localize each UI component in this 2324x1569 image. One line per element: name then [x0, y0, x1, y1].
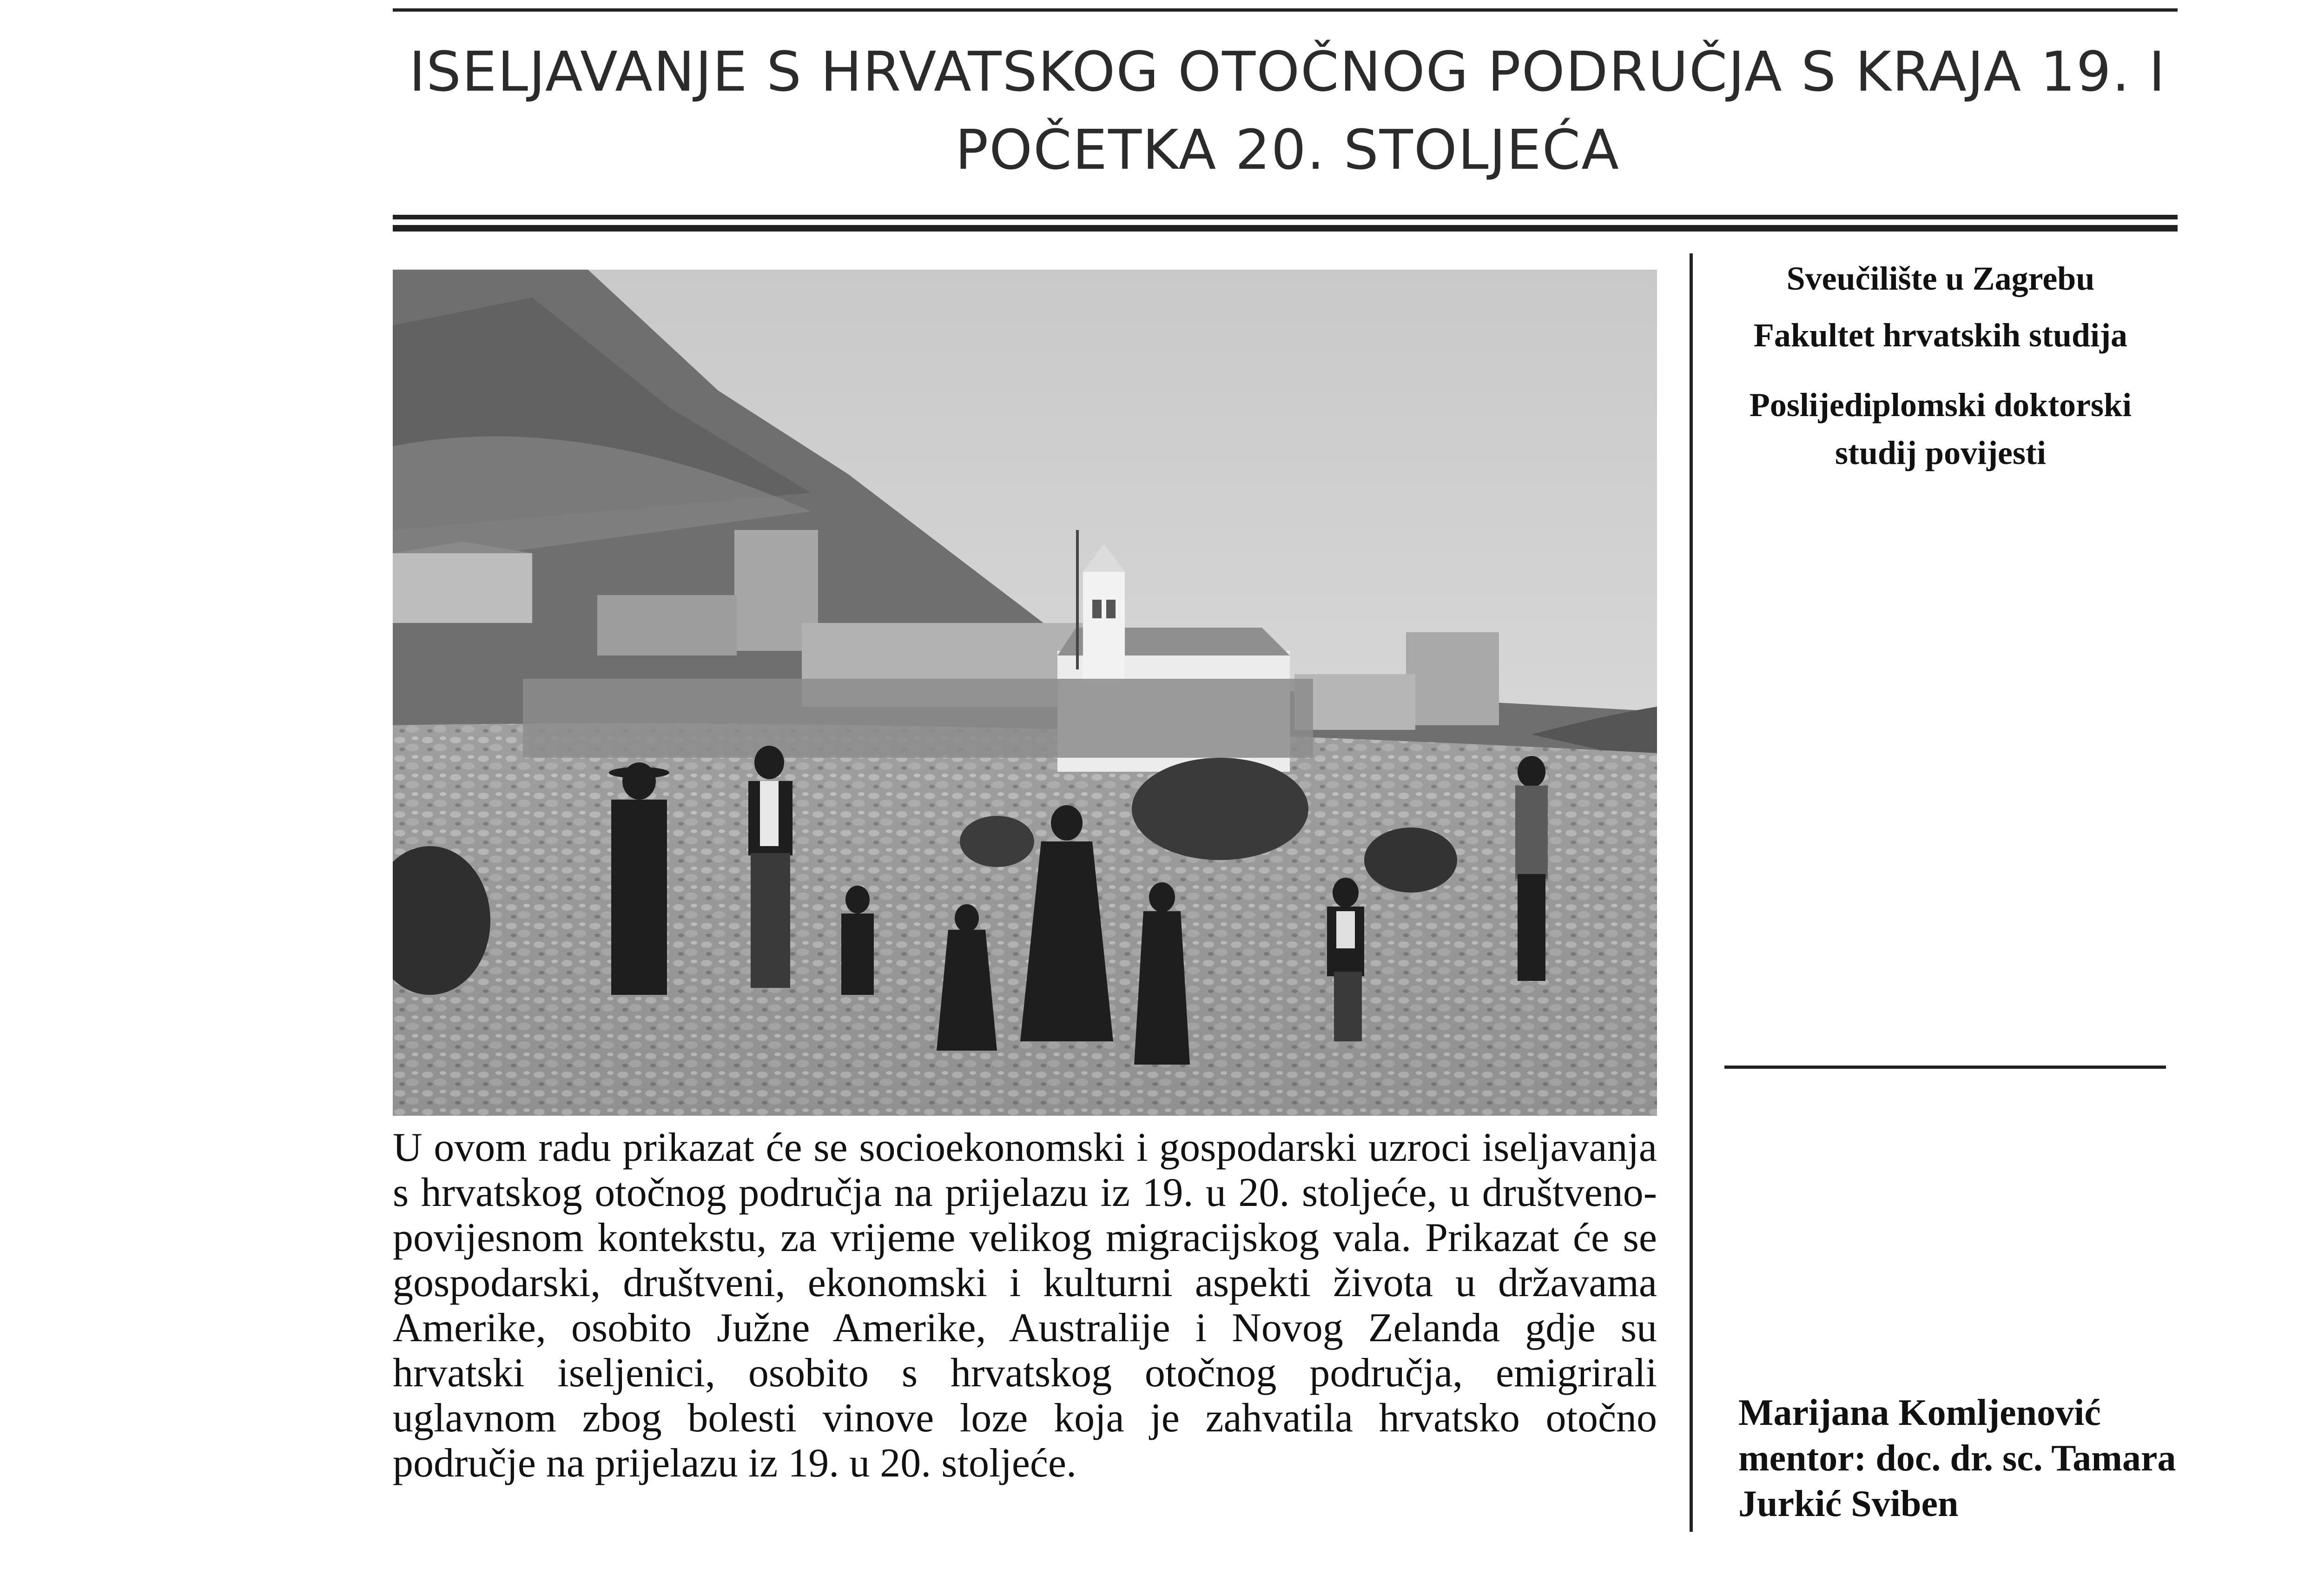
historical-photo [393, 270, 1657, 1116]
vertical-divider [1690, 253, 1693, 1532]
abstract-text: U ovom radu prikazat će se socioekonomski i gospodarski uzroci iseljavanja s hrvatskog otočnog područja na prijelazu iz 19. u 20. stoljeće, u društveno-povijesnom kontekstu, za vrijeme velikog migracijskog vala. Prikazat će se gospodarski, društveni, ekonomski i kulturni aspekti života u državama Amerike, osobito Južne Amerike, Australije i Novog Zelanda gdje su hrvatski iseljenici, osobito s hrvatskog otočnog područja, emigrirali uglavnom zbog bolesti vinove loze koja je zahvatila hrvatsko otočno područje na prijelazu iz 19. u 20. stoljeće. [393, 1125, 1657, 1486]
author-name: Marijana Komljenović [1738, 1392, 2101, 1433]
signature-rule [1724, 1066, 2166, 1069]
header-top-rule [393, 8, 2178, 12]
mentor-line-1: mentor: doc. dr. sc. Tamara [1738, 1438, 2176, 1479]
program-line-2: studij povijesti [1835, 434, 2047, 471]
page-title: ISELJAVANJE S HRVATSKOG OTOČNOG PODRUČJA S KRAJA 19. I POČETKA 20. STOLJEĆA [409, 40, 2166, 182]
header-double-rule-1 [393, 215, 2178, 219]
mentor-line-2: Jurkić Sviben [1738, 1483, 1959, 1524]
header-double-rule-2 [393, 225, 2178, 232]
program-line-1: Poslijediplomski doktorski [1749, 386, 2132, 424]
university-name: Sveučilište u Zagrebu [1786, 260, 2095, 297]
faculty-name: Fakultet hrvatskih studija [1753, 317, 2128, 354]
